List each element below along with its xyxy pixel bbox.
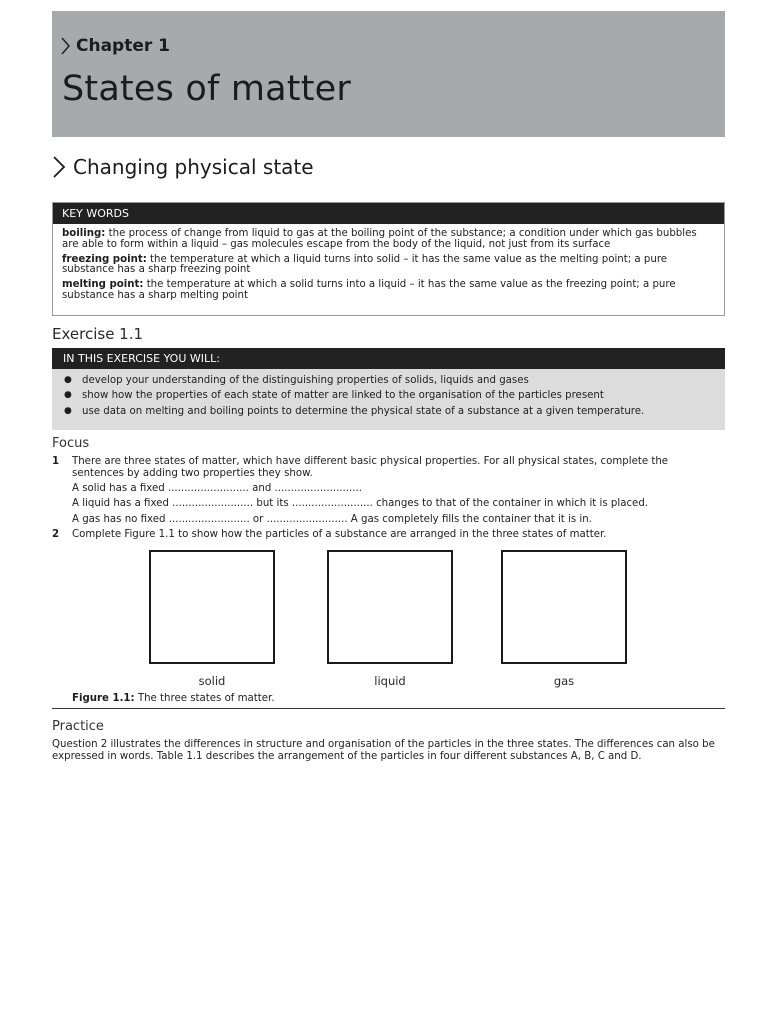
chapter-banner — [52, 11, 725, 137]
list-item — [64, 388, 725, 403]
question-number: 2 — [52, 529, 60, 540]
figure-caption — [72, 693, 275, 704]
exercise-objectives-header: IN THIS EXERCISE YOU WILL: — [52, 348, 725, 369]
practice-text: Question 2 illustrates the differences in structure and organisation of the particles in the three states. The differences can also be expressed in words. Table 1.1 describes the arrangement of the particles in four different substances A, B, C and D. — [52, 739, 715, 762]
fill-in-sentence-liquid[interactable]: A liquid has a fixed ......................... but its ......................... changes to that of the container in which it is placed. — [72, 498, 649, 509]
key-word-definition: the process of change from liquid to gas at the boiling point of the substance; a condition under which gas bubbles are able to form within a liquid – gas molecules escape from the body of the liquid, not just from its surface — [62, 228, 697, 250]
chevron-right-icon — [52, 155, 66, 179]
key-words-header: KEY WORDS — [53, 203, 724, 224]
key-words-box — [52, 202, 725, 316]
key-word-definition: the temperature at which a liquid turns into solid – it has the same value as the melting point; a pure substance has a sharp freezing point — [62, 253, 668, 276]
objective-text: show how the properties of each state of matter are linked to the organisation of the particles present — [82, 390, 604, 402]
drawing-box-liquid[interactable] — [327, 550, 453, 664]
focus-heading: Focus — [52, 436, 90, 451]
question-text: Complete Figure 1.1 to show how the particles of a substance are arranged in the three states of matter. — [72, 529, 607, 540]
bullet-icon: ● — [64, 375, 72, 385]
figure-caption-text: The three states of matter. — [134, 693, 275, 704]
key-word-term: melting point: — [62, 279, 144, 291]
question-text: There are three states of matter, which have different basic physical properties. For all physical states, complete the sentences by adding two properties they show. — [72, 456, 669, 479]
key-word-definition: the temperature at which a solid turns into a liquid – it has the same value as the freezing point; a pure substance has a sharp melting point — [62, 279, 676, 301]
figure-label-gas: gas — [553, 674, 575, 688]
fill-in-sentence-gas[interactable]: A gas has no fixed ......................... or ......................... A gas completely fills the container that it is in. — [72, 514, 592, 525]
chevron-right-icon — [60, 37, 71, 55]
drawing-box-gas[interactable] — [501, 550, 627, 664]
section-title: Changing physical state — [73, 155, 314, 179]
divider — [52, 708, 725, 709]
chapter-label: Chapter 1 — [76, 36, 171, 56]
objective-text: use data on melting and boiling points to determine the physical state of a substance at a given temperature. — [82, 405, 645, 417]
list-item — [64, 404, 725, 419]
drawing-box-solid[interactable] — [149, 550, 275, 664]
page-title: States of matter — [62, 69, 351, 109]
exercise-title: Exercise 1.1 — [52, 325, 144, 343]
key-word-entry — [62, 255, 715, 277]
chapter-line — [60, 36, 170, 56]
objective-text: develop your understanding of the distinguishing properties of solids, liquids and gases — [82, 375, 529, 386]
key-word-entry — [62, 229, 715, 251]
fill-in-sentence-solid[interactable]: A solid has a fixed ......................... and ........................... — [72, 483, 362, 494]
figure-label-solid: solid — [198, 674, 226, 688]
figure-label-liquid: liquid — [374, 674, 406, 688]
section-heading — [52, 155, 314, 179]
key-word-term: freezing point: — [62, 253, 147, 265]
bullet-icon: ● — [64, 390, 72, 401]
key-word-entry — [62, 280, 715, 302]
objectives-list — [52, 369, 725, 419]
bullet-icon: ● — [64, 405, 72, 416]
figure-caption-label: Figure 1.1: — [72, 693, 135, 704]
exercise-objectives-box — [52, 348, 725, 430]
list-item — [64, 373, 725, 388]
key-words-body — [53, 224, 724, 302]
practice-heading: Practice — [52, 719, 104, 734]
key-word-term: boiling: — [62, 228, 106, 239]
question-number: 1 — [52, 456, 60, 467]
